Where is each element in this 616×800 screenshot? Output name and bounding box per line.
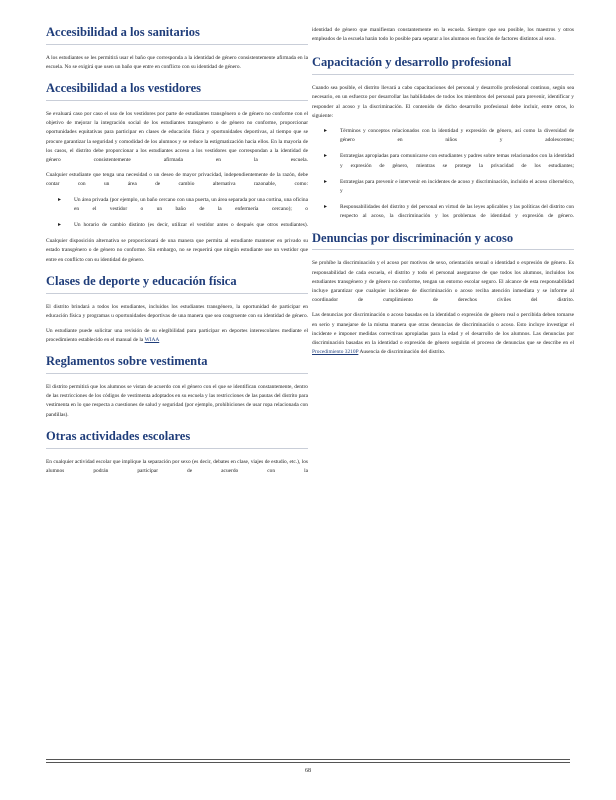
section-vestidores [46,82,308,265]
bullet-icon: ▸ [324,127,328,134]
paragraph: Cuando sea posible, el distrito llevará a cabo capacitaciones del personal y desarrollo profesional continuo, según sea necesario, en un esfuerzo por desarrollar las habilidades de todos los miembros del personal para prevenir, identificar y responder al acoso y la discriminación. El contenido de dicho desarrollo profesional debe incluir, entre otros, lo siguiente: [312,85,574,119]
list-item-text: Un área privada (por ejemplo, un baño cercano con una puerta, un área separada por una cortina, una oficina en el vestidor o un baño de la enfermería cercano); o [74,196,308,212]
footer-rule [46,759,570,760]
list-item [46,196,308,214]
list-item [312,127,574,145]
procedimiento-link[interactable]: Procedimiento 3210P [312,349,359,356]
paragraph-text: Ausencia de discriminación del distrito. [359,349,446,356]
page-number: 68 [305,768,311,774]
bullet-icon: ▸ [324,153,328,160]
list-item [46,221,308,230]
section-sanitarios [46,26,308,72]
paragraph: Cualquier estudiante que tenga una necesidad o un deseo de mayor privacidad, independientemente de la razón, debe contar con un área de cambio alternativa razonable, como: [46,172,308,188]
heading-deporte: Clases de deporte y educación física [46,275,308,294]
paragraph-text: Las denuncias por discriminación o acoso basadas en la identidad o expresión de género real o percibida deben tomarse en serio y manejarse de la misma manera que otras denuncias de discriminación o acoso. Esto incluye investigar el incidente e imponer medidas correctivas apropiadas para la edad y el desarrollo de los alumnos. Las denuncias por discriminación basadas en la identidad o expresión de género seguirán el proceso de denuncias que se describe en el [312,312,574,346]
list-item [312,152,574,170]
paragraph [46,327,308,345]
bullet-icon: ▸ [324,178,328,185]
heading-vestimenta: Reglamentos sobre vestimenta [46,355,308,374]
section-denuncias [312,232,574,358]
heading-sanitarios: Accesibilidad a los sanitarios [46,26,308,45]
list-item [312,178,574,196]
footer-rule [46,762,570,763]
heading-denuncias: Denuncias por discriminación y acoso [312,232,574,251]
paragraph: El distrito permitirá que los alumnos se vistan de acuerdo con el género con el que se identifican constantemente, dentro de las restricciones de los códigos de vestimenta adoptados en su escuela y las restricciones de las pautas del distrito para vestimenta en lo que respecta a cuestiones de salud y seguridad (por ejemplo, prohibiciones de usar ropa relacionada con pandillas). [46,384,308,418]
paragraph: Se evaluará caso por caso el uso de los vestidores por parte de estudiantes transgénero o de género no conforme con el objetivo de mejorar la integración social de los estudiantes transgénero o de género no conforme, proporcionar oportunidades equitativas para participar en clases de educación física y oportunidades deportivas, al tiempo que se procure garantizar la seguridad y comodidad de los alumnos y se reduce la estigmatización hacia ellos. En la mayoría de los casos, el distrito debe proporcionar a los estudiantes acceso a los vestidores que correspondan a la identidad de género consistentemente afirmada en la escuela. [46,110,308,163]
heading-capacitacion: Capacitación y desarrollo profesional [312,56,574,75]
paragraph: Cualquier disposición alternativa se proporcionará de una manera que permita al estudiante mantener en privado su estado transgénero o de género no conforme. Sin embargo, no se requerirá que ningún estudiante use un vestidor que entre en conflicto con su identidad de género. [46,238,308,263]
list-item-text: Estrategias para prevenir e intervenir en incidentes de acoso y discriminación, incluido el acoso cibernético, y [340,178,574,194]
paragraph: En cualquier actividad escolar que implique la separación por sexo (es decir, debates en clase, viajes de estudio, etc.), los alumnos podrán participar de acuerdo con la [46,458,308,474]
bullet-icon: ▸ [58,221,62,228]
wiaa-link[interactable]: WIAA [144,337,160,344]
paragraph: El distrito brindará a todos los estudiantes, incluidos los estudiantes transgénero, la oportunidad de participar en educación física y programas u oportunidades deportivas de una manera que sea congruente con su identidad de género. [46,303,308,319]
right-column [312,26,574,367]
left-column [46,26,308,486]
bullet-icon: ▸ [58,196,62,203]
section-otras-actividades [46,430,308,476]
bullet-list [46,196,308,231]
paragraph [312,311,574,357]
list-item-text: Estrategias apropiadas para comunicarse con estudiantes y padres sobre temas relacionados con la identidad y expresión de género, mientras se protege la privacidad de los estudiantes; [340,153,574,169]
list-item-text: Responsabilidades del distrito y del personal en virtud de las leyes aplicables y las políticas del distrito con respecto al acoso, la discriminación y los problemas de identidad y expresión de género. [340,204,574,220]
paragraph: A los estudiantes se les permitirá usar el baño que corresponda a la identidad de género consistentemente afirmada en la escuela. No se exigirá que usen un baño que entre en conflicto con su identidad de género. [46,54,308,70]
list-item [312,203,574,221]
section-capacitacion [312,56,574,221]
list-item-text: Términos y conceptos relacionados con la identidad y expresión de género, así como la diversidad de género en niños y adolescentes; [340,127,574,144]
heading-vestidores: Accesibilidad a los vestidores [46,82,308,101]
paragraph: identidad de género que manifiestan constantemente en la escuela. Siempre que sea posible, los maestros y otros empleados de la escuela harán todo lo posible para separar a los alumnos en función de factores distintos al sexo. [312,27,574,43]
bullet-list [312,127,574,222]
section-deporte [46,275,308,346]
list-item-text: Un horario de cambio distinto (es decir, utilizar el vestidor antes o después que otros estudiantes). [74,221,308,228]
heading-otras-actividades: Otras actividades escolares [46,430,308,449]
paragraph-text: Un estudiante puede solicitar una revisión de su elegibilidad para participar en deportes interescolares mediante el procedimiento establecido en el manual de la [46,327,308,344]
paragraph: Se prohíbe la discriminación y el acoso por motivos de sexo, orientación sexual o identidad o expresión de género. Es responsabilidad de cada escuela, el distrito y todo el personal asegurarse de que todos los alumnos, incluidos los estudiantes transgénero y de género no conforme, tengan un entorno escolar seguro. El alcance de esta responsabilidad incluye garantizar que cualquier incidente de discriminación o acoso reciba atención inmediata y se informe al coordinador de cumplimiento de derechos civiles del distrito. [312,260,574,304]
section-vestimenta [46,355,308,420]
bullet-icon: ▸ [324,204,328,211]
